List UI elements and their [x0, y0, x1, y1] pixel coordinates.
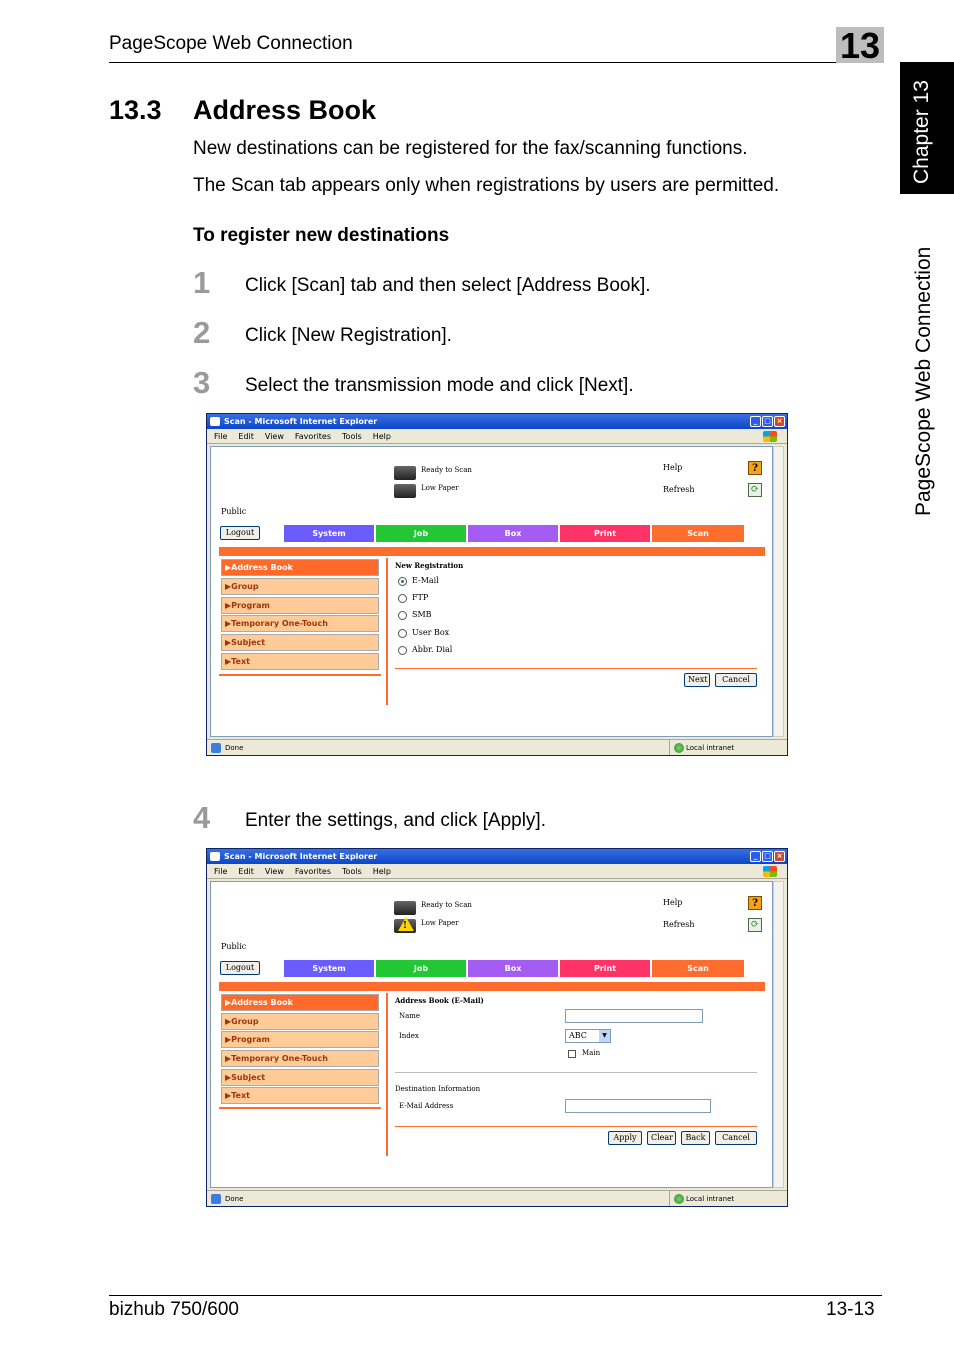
side-tab-label: PageScope Web Connection [912, 246, 935, 516]
chevron-down-icon: ▼ [599, 1030, 610, 1042]
refresh-link[interactable]: Refresh [663, 485, 695, 494]
sidebar-item-program[interactable]: ▶Program [221, 597, 379, 614]
user-mode-label: Public [221, 942, 247, 951]
radio-ftp-label: FTP [412, 593, 429, 602]
procedure-heading: To register new destinations [193, 225, 450, 246]
tab-job[interactable]: Job [376, 960, 466, 977]
help-link[interactable]: Help [663, 898, 683, 907]
browser-title: Scan - Microsoft Internet Explorer [224, 852, 378, 861]
section-title: Address Book [193, 95, 377, 125]
status-ready: Ready to Scan [421, 466, 472, 474]
ie-icon [210, 417, 220, 426]
radio-email-label: E-Mail [412, 576, 439, 585]
radio-abbr-dial[interactable] [398, 646, 407, 655]
menu-file[interactable]: File [214, 867, 228, 876]
page-done-icon [211, 743, 221, 753]
apply-button[interactable]: Apply [608, 1131, 642, 1145]
step-number: 1 [193, 265, 211, 300]
back-button[interactable]: Back [681, 1131, 710, 1145]
next-button[interactable]: Next [684, 673, 710, 687]
refresh-link[interactable]: Refresh [663, 920, 695, 929]
index-select[interactable]: ABC ▼ [565, 1029, 611, 1043]
step-text: Select the transmission mode and click [Next]. [245, 375, 634, 396]
maximize-icon[interactable]: □ [762, 851, 773, 862]
close-icon[interactable]: × [774, 416, 785, 427]
sidebar-item-address-book[interactable]: ▶Address Book [221, 994, 379, 1011]
intro-paragraph: New destinations can be registered for the fax/scanning functions. [193, 138, 748, 159]
windows-logo-icon [763, 431, 777, 442]
tab-box[interactable]: Box [468, 960, 558, 977]
running-header: PageScope Web Connection [109, 33, 353, 54]
main-checkbox[interactable] [568, 1050, 576, 1058]
sidebar-item-group[interactable]: ▶Group [221, 1013, 379, 1030]
new-registration-heading: New Registration [395, 561, 464, 570]
browser-title-bar [207, 849, 787, 864]
browser-title: Scan - Microsoft Internet Explorer [224, 417, 378, 426]
scan-tab-underline [219, 982, 765, 991]
browser-menu-bar [207, 429, 787, 444]
sidebar-item-group[interactable]: ▶Group [221, 578, 379, 595]
content-divider [386, 993, 388, 1156]
printer-icon [394, 484, 416, 498]
step-number: 2 [193, 315, 211, 350]
help-icon[interactable]: ? [748, 461, 762, 475]
cancel-button[interactable]: Cancel [715, 673, 757, 687]
section-rule [395, 1072, 757, 1073]
address-book-email-heading: Address Book (E-Mail) [395, 996, 484, 1005]
ie-icon [210, 852, 220, 861]
radio-user-box-label: User Box [412, 628, 450, 637]
radio-user-box[interactable] [398, 629, 407, 638]
radio-smb[interactable] [398, 611, 407, 620]
radio-ftp[interactable] [398, 594, 407, 603]
email-address-field[interactable] [565, 1099, 711, 1113]
cancel-button[interactable]: Cancel [715, 1131, 757, 1145]
sidebar-item-text[interactable]: ▶Text [221, 1087, 379, 1104]
intro-paragraph: The Scan tab appears only when registrations by users are permitted. [193, 175, 780, 196]
tab-print[interactable]: Print [560, 525, 650, 542]
browser-status-bar [207, 739, 787, 755]
tab-system[interactable]: System [284, 525, 374, 542]
tab-print[interactable]: Print [560, 960, 650, 977]
clear-button[interactable]: Clear [647, 1131, 676, 1145]
menu-tools[interactable]: Tools [342, 867, 362, 876]
help-icon[interactable]: ? [748, 896, 762, 910]
tab-system[interactable]: System [284, 960, 374, 977]
status-low-paper: Low Paper [421, 919, 459, 927]
help-link[interactable]: Help [663, 463, 683, 472]
form-rule [395, 1126, 757, 1127]
refresh-icon[interactable]: ⟳ [748, 918, 762, 932]
browser-status-bar [207, 1190, 787, 1206]
browser-screenshot-new-registration [206, 413, 788, 756]
section-number: 13.3 [109, 95, 162, 125]
browser-screenshot-address-book-email [206, 848, 788, 1207]
menu-help[interactable]: Help [372, 867, 391, 876]
scan-tab-underline [219, 547, 765, 556]
destination-info-heading: Destination Information [395, 1085, 481, 1093]
menu-favorites[interactable]: Favorites [294, 432, 332, 441]
printer-warning-icon [394, 919, 416, 933]
status-ready: Ready to Scan [421, 901, 472, 909]
menu-file[interactable]: File [214, 432, 228, 441]
printer-icon [394, 466, 416, 480]
menu-edit[interactable]: Edit [238, 432, 254, 441]
sidebar-item-subject[interactable]: ▶Subject [221, 1069, 379, 1086]
sidebar-bottom-rule [219, 1107, 381, 1109]
page-viewport [210, 881, 773, 1188]
sidebar-item-temporary-one-touch[interactable]: ▶Temporary One-Touch [221, 1050, 379, 1067]
email-address-label: E-Mail Address [399, 1102, 454, 1110]
refresh-icon[interactable]: ⟳ [748, 483, 762, 497]
browser-menu-bar [207, 864, 787, 879]
menu-view[interactable]: View [264, 432, 284, 441]
radio-email[interactable] [398, 577, 407, 586]
status-zone: Local intranet [669, 740, 734, 756]
browser-title-bar [207, 414, 787, 429]
menu-tools[interactable]: Tools [342, 432, 362, 441]
windows-logo-icon [763, 866, 777, 877]
maximize-icon[interactable]: □ [762, 416, 773, 427]
tab-job[interactable]: Job [376, 525, 466, 542]
menu-favorites[interactable]: Favorites [294, 867, 332, 876]
sidebar-item-text[interactable]: ▶Text [221, 653, 379, 670]
status-done: Done [225, 744, 244, 752]
status-low-paper: Low Paper [421, 484, 459, 492]
step-text: Click [New Registration]. [245, 325, 452, 346]
main-label: Main [582, 1049, 601, 1057]
step-number: 4 [193, 800, 211, 835]
step-number: 3 [193, 365, 211, 400]
vertical-scrollbar[interactable] [773, 446, 784, 737]
tab-box[interactable]: Box [468, 525, 558, 542]
step-text: Enter the settings, and click [Apply]. [245, 810, 546, 831]
minimize-icon[interactable]: _ [750, 851, 761, 862]
menu-view[interactable]: View [264, 867, 284, 876]
sidebar-item-subject[interactable]: ▶Subject [221, 634, 379, 651]
page-viewport [210, 446, 773, 737]
content-divider [386, 558, 388, 705]
status-done: Done [225, 1195, 244, 1203]
sidebar-item-address-book[interactable]: ▶Address Book [221, 559, 379, 576]
menu-edit[interactable]: Edit [238, 867, 254, 876]
footer-page-number: 13-13 [826, 1299, 875, 1320]
printer-icon [394, 901, 416, 915]
footer-model: bizhub 750/600 [109, 1299, 239, 1320]
user-mode-label: Public [221, 507, 247, 516]
form-rule [395, 668, 757, 669]
footer-rule [109, 1295, 882, 1296]
header-rule [109, 62, 882, 63]
status-zone: Local intranet [669, 1191, 734, 1207]
sidebar-item-temporary-one-touch[interactable]: ▶Temporary One-Touch [221, 615, 379, 632]
tab-scan[interactable]: Scan [652, 525, 744, 542]
side-tab-chapter: Chapter 13 [910, 80, 933, 184]
sidebar-item-program[interactable]: ▶Program [221, 1031, 379, 1048]
radio-smb-label: SMB [412, 610, 432, 619]
logout-button[interactable]: Logout [220, 961, 260, 975]
minimize-icon[interactable]: _ [750, 416, 761, 427]
tab-scan[interactable]: Scan [652, 960, 744, 977]
close-icon[interactable]: × [774, 851, 785, 862]
logout-button[interactable]: Logout [220, 526, 260, 540]
step-text: Click [Scan] tab and then select [Address Book]. [245, 275, 651, 296]
menu-help[interactable]: Help [372, 432, 391, 441]
vertical-scrollbar[interactable] [773, 881, 784, 1188]
name-label: Name [399, 1012, 421, 1020]
chapter-number: 13 [836, 27, 884, 63]
page-done-icon [211, 1194, 221, 1204]
radio-abbr-dial-label: Abbr. Dial [412, 645, 453, 654]
sidebar-bottom-rule [219, 674, 381, 676]
index-label: Index [399, 1032, 419, 1040]
name-field[interactable] [565, 1009, 703, 1023]
